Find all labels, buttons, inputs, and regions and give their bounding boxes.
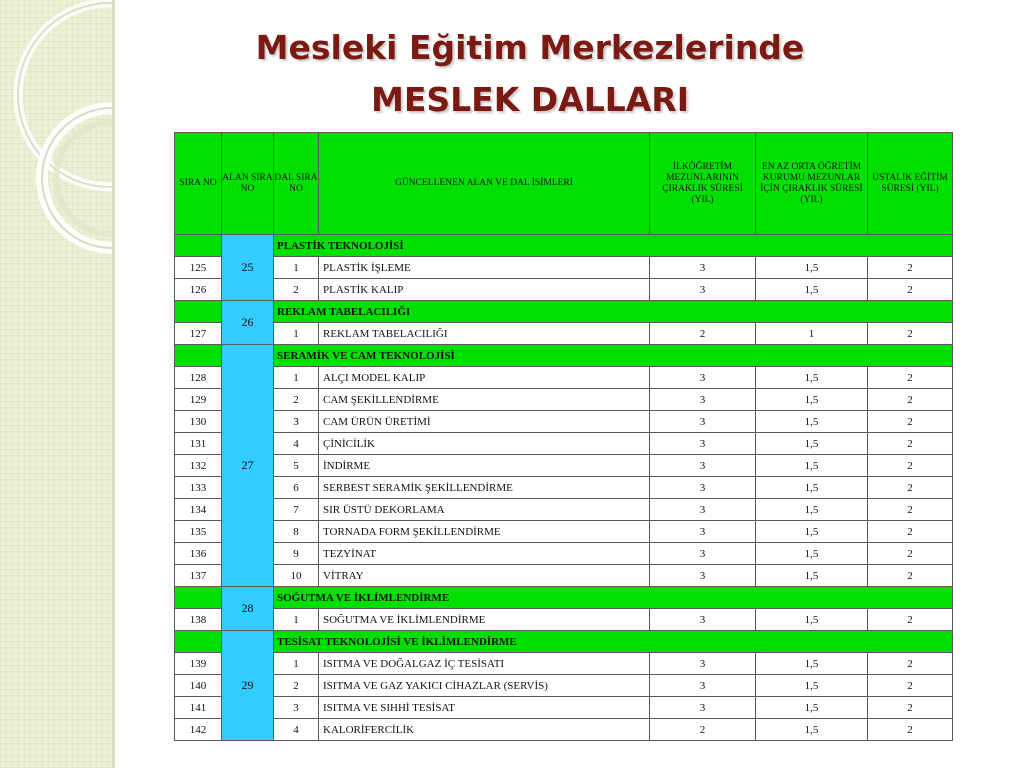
ustalik-sure-cell: 2 [868,653,953,675]
sira-no-cell: 126 [175,279,222,301]
dal-name-cell: TORNADA FORM ŞEKİLLENDİRME [319,521,650,543]
ilkogretim-sure-cell: 3 [650,675,756,697]
ilkogretim-sure-cell: 3 [650,433,756,455]
orta-ogretim-sure-cell: 1,5 [756,455,868,477]
dal-sira-no-cell: 8 [274,521,319,543]
alan-sira-no-cell: 25 [222,235,274,301]
section-blank-cell [175,345,222,367]
slide-title [160,22,900,126]
header-guncellenen: GÜNCELLENEN ALAN VE DAL İSİMLERİ [319,133,650,235]
meslek-dallari-table [174,132,953,741]
dal-sira-no-cell: 1 [274,367,319,389]
dal-name-cell: SIR ÜSTÜ DEKORLAMA [319,499,650,521]
dal-name-cell: İNDİRME [319,455,650,477]
sira-no-cell: 138 [175,609,222,631]
table-row [175,455,953,477]
ustalik-sure-cell: 2 [868,323,953,345]
meslek-dallari-table-container [174,132,954,748]
ilkogretim-sure-cell: 3 [650,367,756,389]
orta-ogretim-sure-cell: 1,5 [756,653,868,675]
dal-sira-no-cell: 2 [274,389,319,411]
orta-ogretim-sure-cell: 1,5 [756,279,868,301]
side-strip-edge [112,0,115,768]
dal-name-cell: VİTRAY [319,565,650,587]
ustalik-sure-cell: 2 [868,609,953,631]
dal-name-cell: ÇİNİCİLİK [319,433,650,455]
sira-no-cell: 131 [175,433,222,455]
ustalik-sure-cell: 2 [868,719,953,741]
dal-sira-no-cell: 9 [274,543,319,565]
section-row [175,301,953,323]
ustalik-sure-cell: 2 [868,543,953,565]
alan-name-cell: SERAMİK VE CAM TEKNOLOJİSİ [274,345,953,367]
table-row [175,367,953,389]
section-blank-cell [175,631,222,653]
table-row [175,433,953,455]
header-en-az-orta: EN AZ ORTA ÖĞRETİM KURUMU MEZUNLAR İÇİN ÇIRAKLIK SÜRESİ (YIL) [756,133,868,235]
sira-no-cell: 141 [175,697,222,719]
section-row [175,631,953,653]
alan-name-cell: PLASTİK TEKNOLOJİSİ [274,235,953,257]
title-line-1: Mesleki Eğitim Merkezlerinde [255,28,805,67]
orta-ogretim-sure-cell: 1,5 [756,367,868,389]
ustalik-sure-cell: 2 [868,389,953,411]
alan-sira-no-cell: 27 [222,345,274,587]
table-row [175,521,953,543]
dal-sira-no-cell: 4 [274,719,319,741]
ilkogretim-sure-cell: 3 [650,565,756,587]
dal-sira-no-cell: 6 [274,477,319,499]
ustalik-sure-cell: 2 [868,257,953,279]
ilkogretim-sure-cell: 3 [650,389,756,411]
orta-ogretim-sure-cell: 1,5 [756,543,868,565]
ustalik-sure-cell: 2 [868,697,953,719]
section-blank-cell [175,301,222,323]
table-row [175,609,953,631]
dal-name-cell: PLASTİK KALIP [319,279,650,301]
ustalik-sure-cell: 2 [868,477,953,499]
sira-no-cell: 139 [175,653,222,675]
sira-no-cell: 130 [175,411,222,433]
dal-sira-no-cell: 2 [274,675,319,697]
header-ustalik: USTALIK EĞİTİM SÜRESİ (YIL) [868,133,953,235]
alan-name-cell: REKLAM TABELACILIĞI [274,301,953,323]
dal-name-cell: SOĞUTMA VE İKLİMLENDİRME [319,609,650,631]
ilkogretim-sure-cell: 3 [650,521,756,543]
ilkogretim-sure-cell: 3 [650,279,756,301]
sira-no-cell: 128 [175,367,222,389]
sira-no-cell: 127 [175,323,222,345]
dal-name-cell: TEZYİNAT [319,543,650,565]
orta-ogretim-sure-cell: 1,5 [756,697,868,719]
table-row [175,565,953,587]
dal-sira-no-cell: 1 [274,323,319,345]
ustalik-sure-cell: 2 [868,675,953,697]
section-row [175,587,953,609]
header-sira-no: SIRA NO [175,133,222,235]
table-row [175,257,953,279]
sira-no-cell: 129 [175,389,222,411]
dal-sira-no-cell: 7 [274,499,319,521]
orta-ogretim-sure-cell: 1,5 [756,433,868,455]
orta-ogretim-sure-cell: 1,5 [756,521,868,543]
dal-sira-no-cell: 3 [274,411,319,433]
dal-sira-no-cell: 1 [274,257,319,279]
ilkogretim-sure-cell: 3 [650,697,756,719]
orta-ogretim-sure-cell: 1,5 [756,411,868,433]
dal-name-cell: PLASTİK İŞLEME [319,257,650,279]
table-header-row [175,133,953,235]
ilkogretim-sure-cell: 3 [650,411,756,433]
dal-sira-no-cell: 5 [274,455,319,477]
ustalik-sure-cell: 2 [868,565,953,587]
title-line-2: MESLEK DALLARI [371,80,689,119]
ustalik-sure-cell: 2 [868,455,953,477]
table-row [175,675,953,697]
ustalik-sure-cell: 2 [868,499,953,521]
alan-sira-no-cell: 29 [222,631,274,741]
header-ilkogretim: İLKÖĞRETİM MEZUNLARININ ÇIRAKLIK SÜRESİ (YIL) [650,133,756,235]
dal-name-cell: ISITMA VE DOĞALGAZ İÇ TESİSATI [319,653,650,675]
orta-ogretim-sure-cell: 1,5 [756,719,868,741]
table-row [175,653,953,675]
section-blank-cell [175,587,222,609]
sira-no-cell: 137 [175,565,222,587]
ilkogretim-sure-cell: 2 [650,323,756,345]
orta-ogretim-sure-cell: 1,5 [756,499,868,521]
dal-sira-no-cell: 3 [274,697,319,719]
table-row [175,697,953,719]
section-row [175,235,953,257]
table-row [175,499,953,521]
header-dal-sira-no: DAL SIRA NO [274,133,319,235]
section-row [175,345,953,367]
dal-name-cell: ISITMA VE SIHHİ TESİSAT [319,697,650,719]
orta-ogretim-sure-cell: 1,5 [756,565,868,587]
ilkogretim-sure-cell: 3 [650,477,756,499]
ustalik-sure-cell: 2 [868,411,953,433]
dal-sira-no-cell: 4 [274,433,319,455]
ilkogretim-sure-cell: 3 [650,609,756,631]
alan-sira-no-cell: 28 [222,587,274,631]
sira-no-cell: 125 [175,257,222,279]
dal-sira-no-cell: 10 [274,565,319,587]
table-row [175,543,953,565]
dal-name-cell: CAM ŞEKİLLENDİRME [319,389,650,411]
table-row [175,411,953,433]
dal-sira-no-cell: 2 [274,279,319,301]
ilkogretim-sure-cell: 3 [650,455,756,477]
decorative-circles [0,0,112,768]
alan-name-cell: TESİSAT TEKNOLOJİSİ VE İKLİMLENDİRME [274,631,953,653]
table-row [175,323,953,345]
ilkogretim-sure-cell: 2 [650,719,756,741]
dal-sira-no-cell: 1 [274,609,319,631]
section-blank-cell [175,235,222,257]
sira-no-cell: 136 [175,543,222,565]
header-alan-sira-no: ALAN SIRA NO [222,133,274,235]
dal-name-cell: CAM ÜRÜN ÜRETİMİ [319,411,650,433]
orta-ogretim-sure-cell: 1,5 [756,675,868,697]
dal-sira-no-cell: 1 [274,653,319,675]
alan-sira-no-cell: 26 [222,301,274,345]
table-body [175,235,953,741]
dal-name-cell: ISITMA VE GAZ YAKICI CİHAZLAR (SERVİS) [319,675,650,697]
orta-ogretim-sure-cell: 1,5 [756,389,868,411]
ustalik-sure-cell: 2 [868,433,953,455]
ilkogretim-sure-cell: 3 [650,257,756,279]
table-row [175,389,953,411]
ilkogretim-sure-cell: 3 [650,543,756,565]
dal-name-cell: ALÇI MODEL KALIP [319,367,650,389]
table-row [175,477,953,499]
dal-name-cell: REKLAM TABELACILIĞI [319,323,650,345]
dal-name-cell: SERBEST SERAMİK ŞEKİLLENDİRME [319,477,650,499]
orta-ogretim-sure-cell: 1,5 [756,257,868,279]
ustalik-sure-cell: 2 [868,279,953,301]
ilkogretim-sure-cell: 3 [650,653,756,675]
orta-ogretim-sure-cell: 1,5 [756,609,868,631]
table-row [175,719,953,741]
table-row [175,279,953,301]
sira-no-cell: 132 [175,455,222,477]
sira-no-cell: 140 [175,675,222,697]
ilkogretim-sure-cell: 3 [650,499,756,521]
ustalik-sure-cell: 2 [868,521,953,543]
sira-no-cell: 134 [175,499,222,521]
dal-name-cell: KALORİFERCİLİK [319,719,650,741]
orta-ogretim-sure-cell: 1,5 [756,477,868,499]
decorative-side-strip [0,0,112,768]
ustalik-sure-cell: 2 [868,367,953,389]
orta-ogretim-sure-cell: 1 [756,323,868,345]
sira-no-cell: 135 [175,521,222,543]
sira-no-cell: 133 [175,477,222,499]
alan-name-cell: SOĞUTMA VE İKLİMLENDİRME [274,587,953,609]
sira-no-cell: 142 [175,719,222,741]
